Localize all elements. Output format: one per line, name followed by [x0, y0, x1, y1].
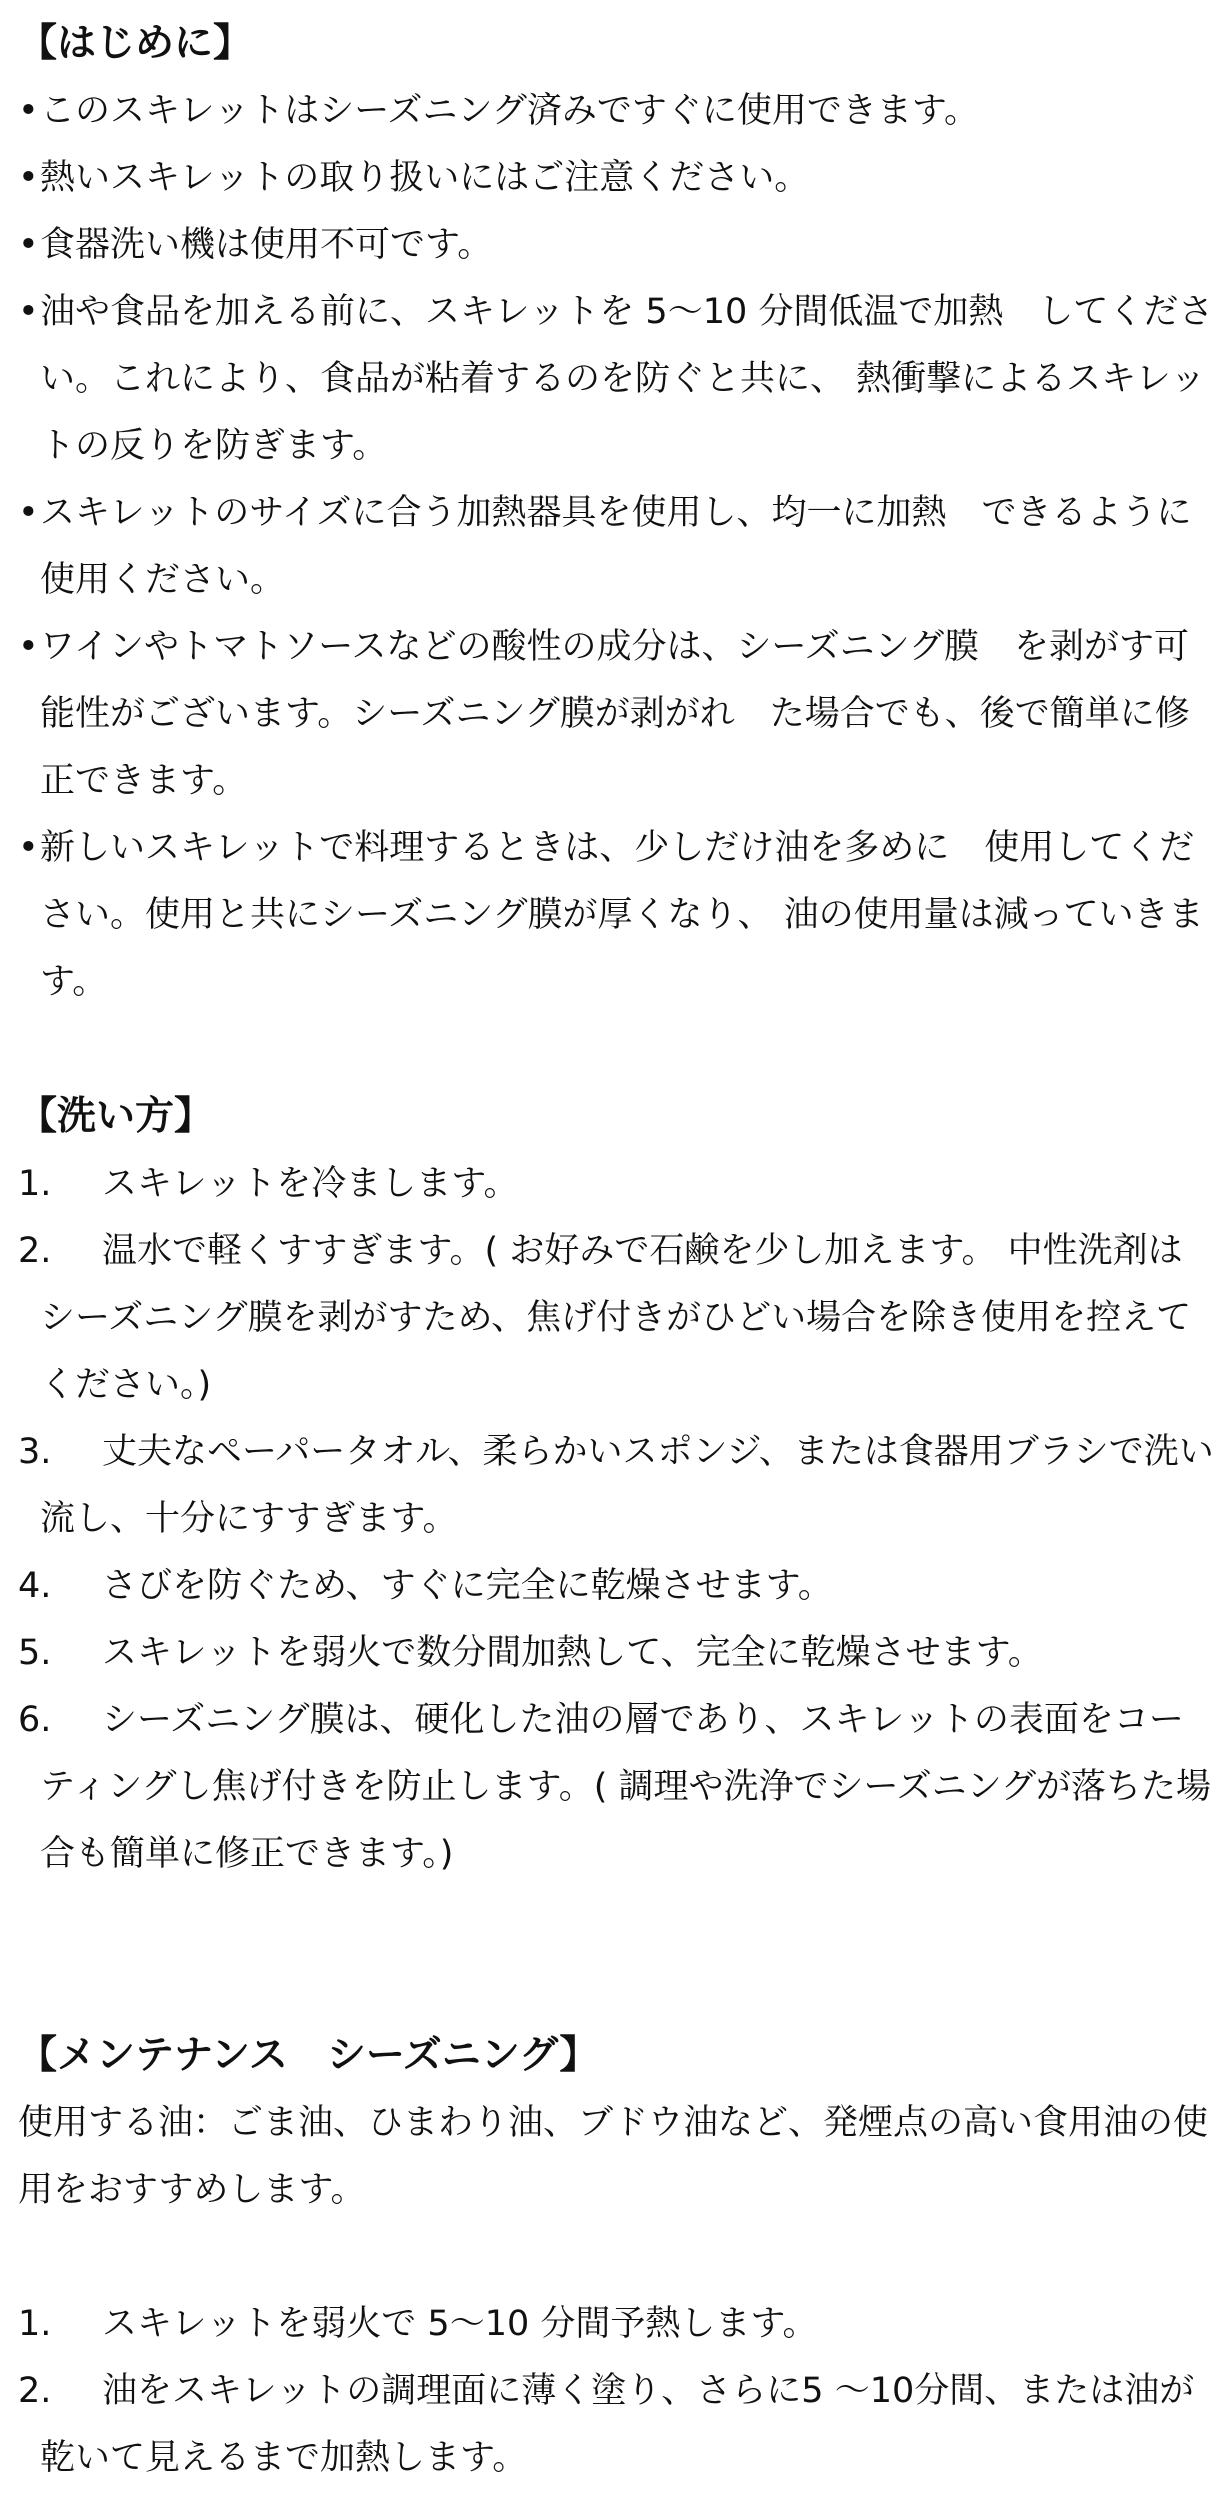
- step-text: シーズニング膜は、硬化した油の層であり、スキレットの表面をコーティングし焦げ付きを防止します。( 調理や洗浄でシーズニングが落ちた場合も簡単に修正できます。): [40, 1700, 1212, 1874]
- numbered-step: [18, 1151, 1214, 1218]
- bullet-marker: •: [18, 225, 39, 265]
- list-item: [18, 614, 1214, 815]
- numbered-step: [18, 1620, 1214, 1687]
- list-item-text: 新しいスキレットで料理するときは、少しだけ油を多めに 使用してください。使用と共にシーズニング膜が厚くなり、 油の使用量は減っていきます。: [40, 828, 1204, 1002]
- step-number: 6.: [18, 1700, 52, 1740]
- step-text: さびを防ぐため、すぐに完全に乾燥させます。: [102, 1566, 833, 1606]
- section-heading-intro: 【はじめに】: [18, 21, 253, 66]
- bullet-marker: •: [18, 493, 39, 533]
- list-item-text: このスキレットはシーズニング済みですぐに使用できます。: [40, 91, 980, 131]
- section-spacer: [18, 2224, 1214, 2291]
- list-item: [18, 279, 1214, 480]
- step-text: スキレットを弱火で 5〜10 分間予熱します。: [102, 2304, 818, 2344]
- numbered-step: [18, 1419, 1214, 1553]
- list-item-text: スキレットのサイズに合う加熱器具を使用し、均一に加熱 できるように使用ください。: [40, 493, 1192, 600]
- list-item: [18, 815, 1214, 1016]
- bullet-marker: •: [18, 828, 39, 868]
- list-item-text: 油や食品を加える前に、スキレットを 5〜10 分間低温で加熱 してください。これにより、食品が粘着するのを防ぐと共に、 熱衝撃によるスキレットの反りを防ぎます。: [40, 292, 1214, 466]
- bullet-marker: •: [18, 292, 39, 332]
- bullet-marker: •: [18, 91, 39, 131]
- list-item: [18, 480, 1214, 614]
- step-number: 3.: [18, 1432, 52, 1472]
- section-heading-washing: 【洗い方】: [18, 1094, 214, 1139]
- step-text: 温水で軽くすすぎます。( お好みで石鹸を少し加えます。 中性洗剤はシーズニング膜を剥がすため、焦げ付きがひどい場合を除き使用を控えてください。): [40, 1231, 1192, 1405]
- section-spacer: [18, 1016, 1214, 1083]
- list-item: [18, 212, 1214, 279]
- step-number: 4.: [18, 1566, 52, 1606]
- numbered-step: [18, 1553, 1214, 1620]
- list-item: [18, 145, 1214, 212]
- numbered-step: [18, 2291, 1214, 2358]
- step-number: 2.: [18, 1231, 52, 1271]
- step-text: 丈夫なペーパータオル、柔らかいスポンジ、または食器用ブラシで洗い流し、十分にすすぎます。: [40, 1432, 1214, 1539]
- oil-recommendation: 使用する油：ごま油、ひまわり油、ブドウ油など、発煙点の高い食用油の使用をおすすめします。: [18, 2103, 1209, 2210]
- section-heading-seasoning: 【メンテナンス シーズニング】: [18, 2033, 599, 2078]
- step-number: 5.: [18, 1633, 52, 1673]
- section-spacer: [18, 1888, 1214, 2022]
- numbered-step: [18, 1687, 1214, 1888]
- numbered-step: [18, 2358, 1214, 2492]
- bullet-marker: •: [18, 627, 39, 667]
- list-item: [18, 78, 1214, 145]
- step-text: スキレットを弱火で数分間加熱して、完全に乾燥させます。: [102, 1633, 1043, 1673]
- step-number: 1.: [18, 2304, 52, 2344]
- list-item-text: ワインやトマトソースなどの酸性の成分は、シーズニング膜 を剥がす可能性がございます。シーズニング膜が剥がれ た場合でも、後で簡単に修正できます。: [40, 627, 1190, 801]
- list-item-text: 食器洗い機は使用不可です。: [40, 225, 493, 265]
- step-number: 2.: [18, 2371, 52, 2411]
- step-text: 油をスキレットの調理面に薄く塗り、さらに5 〜10分間、または油が乾いて見えるまで加熱します。: [40, 2371, 1195, 2478]
- list-item-text: 熱いスキレットの取り扱いにはご注意ください。: [40, 158, 810, 198]
- bullet-marker: •: [18, 158, 39, 198]
- step-number: 1.: [18, 1164, 52, 1204]
- step-text: スキレットを冷まします。: [102, 1164, 519, 1204]
- numbered-step: [18, 1218, 1214, 1419]
